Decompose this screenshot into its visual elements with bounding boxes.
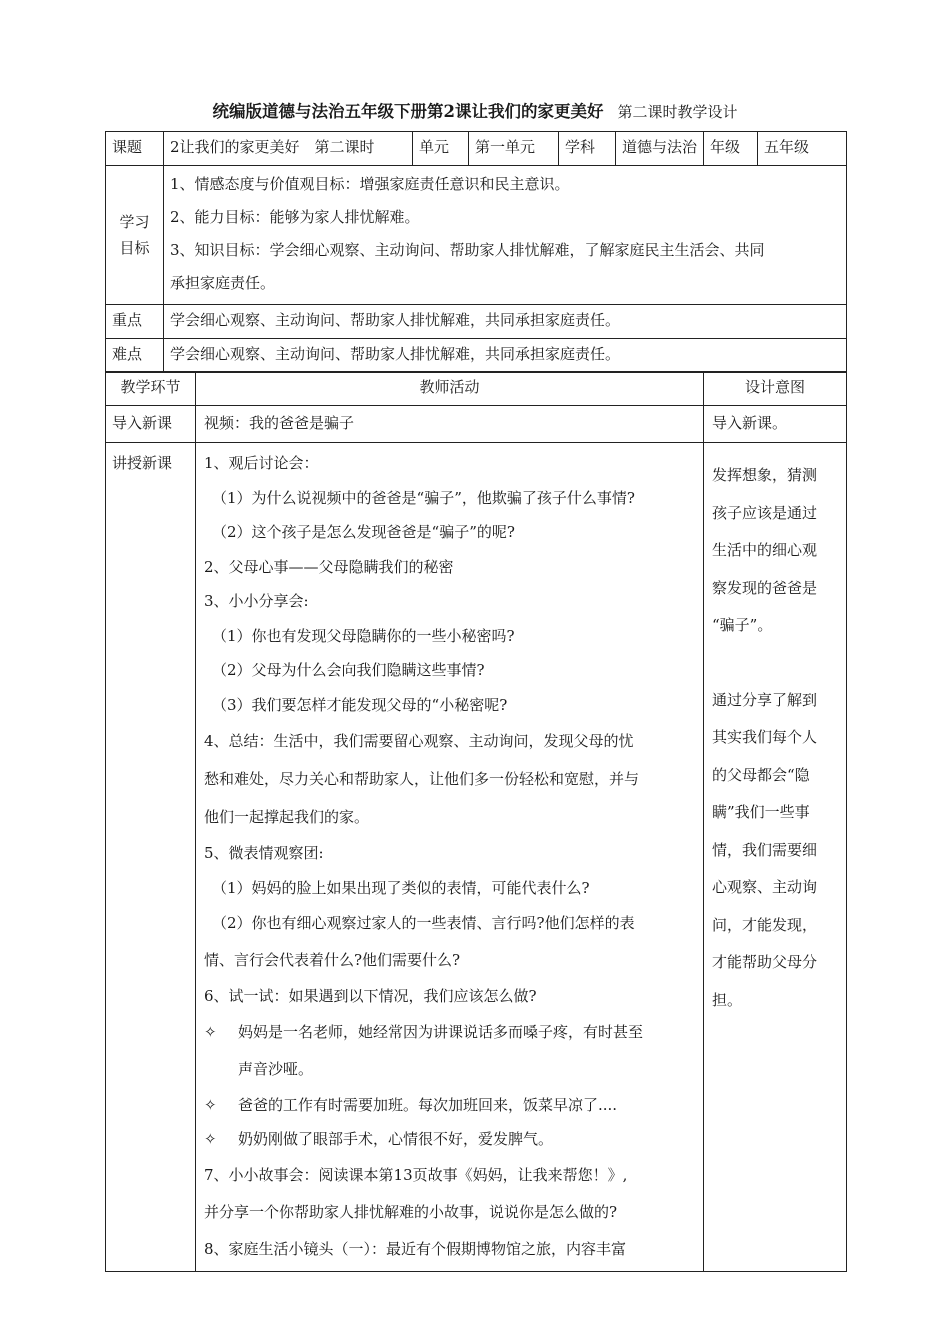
activity-line: （2）父母为什么会向我们隐瞒这些事情? (212, 661, 485, 679)
header-stage: 教学环节 (106, 372, 196, 406)
difficulty-label: 难点 (106, 339, 164, 373)
difficulty-row (106, 339, 847, 373)
grade-label: 年级 (704, 132, 758, 166)
goal-line: 3、知识目标：学会细心观察、主动询问、帮助家人排忧解难，了解家庭民主生活会、共同 (170, 241, 765, 259)
intro-row (106, 406, 847, 443)
intro-intent: 导入新课。 (704, 406, 847, 443)
activity-line: 7、小小故事会：阅读课本第13页故事《妈妈，让我来帮您！》, (204, 1165, 628, 1184)
activity-line: （3）我们要怎样才能发现父母的“小秘密呢? (212, 695, 508, 714)
activity-line: 愁和难处，尽力关心和帮助家人，让他们多一份轻松和宽慰，并与 (204, 770, 640, 788)
goal-line: 2、能力目标：能够为家人排忧解难。 (170, 208, 420, 226)
bullet-item (204, 1088, 695, 1123)
sparkle-bullet-icon: ✧ (204, 1095, 217, 1114)
page-title (0, 98, 950, 122)
lesson-table (105, 371, 847, 1272)
topic-label: 课题 (106, 132, 164, 166)
unit-label: 单元 (413, 132, 469, 166)
teach-stage: 讲授新课 (106, 443, 196, 1272)
goal-line: 1、情感态度与价值观目标：增强家庭责任意识和民主意识。 (170, 175, 570, 193)
info-table (105, 131, 847, 373)
intent-line: 发挥想象，猜测 (712, 466, 818, 484)
teach-intent (704, 443, 847, 1272)
unit-value: 第一单元 (469, 132, 559, 166)
bullet-text: 奶奶刚做了眼部手术，心情很不好，爱发脾气。 (238, 1130, 554, 1148)
intent-line: 心观察、主动询 (712, 878, 818, 896)
activity-line: （2）你也有细心观察过家人的一些表情、言行吗?他们怎样的表 (212, 914, 635, 932)
goals-label-line-2: 目标 (119, 239, 150, 257)
key-value: 学会细心观察、主动询问、帮助家人排忧解难，共同承担家庭责任。 (164, 305, 847, 339)
activity-line: 8、家庭生活小镜头（一）：最近有个假期博物馆之旅，内容丰富 (204, 1239, 627, 1258)
intent-line: 察发现的爸爸是 (712, 578, 818, 597)
intent-line: 瞒”我们一些事 (712, 803, 810, 821)
header-activity: 教师活动 (196, 372, 704, 406)
intent-line: 的父母都会“隐 (712, 765, 810, 784)
intent-line: “骗子”。 (712, 616, 773, 634)
activity-line: 5、微表情观察团: (204, 844, 324, 862)
intro-stage: 导入新课 (106, 406, 196, 443)
intent-line: 生活中的细心观 (712, 541, 818, 559)
header-intent: 设计意图 (704, 372, 847, 406)
intent-line: 其实我们每个人 (712, 728, 818, 746)
activity-line: （1）你也有发现父母隐瞒你的一些小秘密吗? (212, 626, 515, 645)
bullet-text: 爸爸的工作有时需要加班。每次加班回来，饭菜早凉了.... (238, 1095, 618, 1114)
intro-activity: 视频：我的爸爸是骗子 (196, 406, 704, 443)
bullet-item (204, 1014, 695, 1051)
activity-line: （1）为什么说视频中的爸爸是“骗子”，他欺骗了孩子什么事情? (212, 488, 635, 507)
intent-line: 孩子应该是通过 (712, 503, 818, 522)
activity-line: 4、总结：生活中，我们需要留心观察、主动询问，发现父母的忧 (204, 732, 634, 750)
subject-value: 道德与法治 (616, 132, 704, 166)
sparkle-bullet-icon: ✧ (204, 1130, 217, 1148)
teach-row (106, 443, 847, 1272)
intent-gap (712, 645, 838, 682)
activity-line: （1）妈妈的脸上如果出现了类似的表情，可能代表什么? (212, 878, 590, 897)
difficulty-value: 学会细心观察、主动询问、帮助家人排忧解难，共同承担家庭责任。 (164, 339, 847, 373)
intent-line: 担。 (712, 990, 743, 1009)
lesson-header-row (106, 372, 847, 406)
intent-line: 情，我们需要细 (712, 840, 818, 859)
activity-line: 他们一起撑起我们的家。 (204, 808, 370, 826)
goals-content (164, 166, 847, 305)
intent-line: 才能帮助父母分 (712, 953, 818, 971)
bullet-item (204, 1122, 695, 1157)
activity-line: 6、试一试：如果遇到以下情况，我们应该怎么做? (204, 987, 537, 1005)
key-row (106, 305, 847, 339)
activity-line: （2）这个孩子是怎么发现爸爸是“骗子”的呢? (212, 523, 515, 541)
goals-row (106, 166, 847, 305)
activity-line: 2、父母心事——父母隐瞒我们的秘密 (204, 557, 454, 576)
goal-line: 承担家庭责任。 (170, 274, 276, 292)
activity-line: 并分享一个你帮助家人排忧解难的小故事，说说你是怎么做的? (204, 1202, 618, 1221)
key-label: 重点 (106, 305, 164, 339)
bullet-continuation: 声音沙哑。 (238, 1059, 314, 1078)
grade-value: 五年级 (758, 132, 847, 166)
activity-line: 情、言行会代表着什么?他们需要什么? (204, 951, 461, 969)
goals-label-line-1: 学习 (119, 213, 150, 231)
title-main: 统编版道德与法治五年级下册第2课让我们的家更美好 (212, 102, 604, 121)
goals-label (106, 166, 164, 305)
title-sub: 第二课时教学设计 (617, 103, 738, 121)
intent-line: 通过分享了解到 (712, 690, 818, 709)
teach-activity (196, 443, 704, 1272)
bullet-text: 妈妈是一名老师，她经常因为讲课说话多而嗓子疼，有时甚至 (238, 1022, 644, 1041)
activity-line: 1、观后讨论会： (204, 454, 319, 472)
activity-line: 3、小小分享会: (204, 592, 309, 610)
intent-line: 问，才能发现， (712, 915, 818, 934)
subject-label: 学科 (559, 132, 616, 166)
topic-value: 2让我们的家更美好 第二课时 (164, 132, 413, 166)
topic-row (106, 132, 847, 166)
sparkle-bullet-icon: ✧ (204, 1022, 217, 1041)
